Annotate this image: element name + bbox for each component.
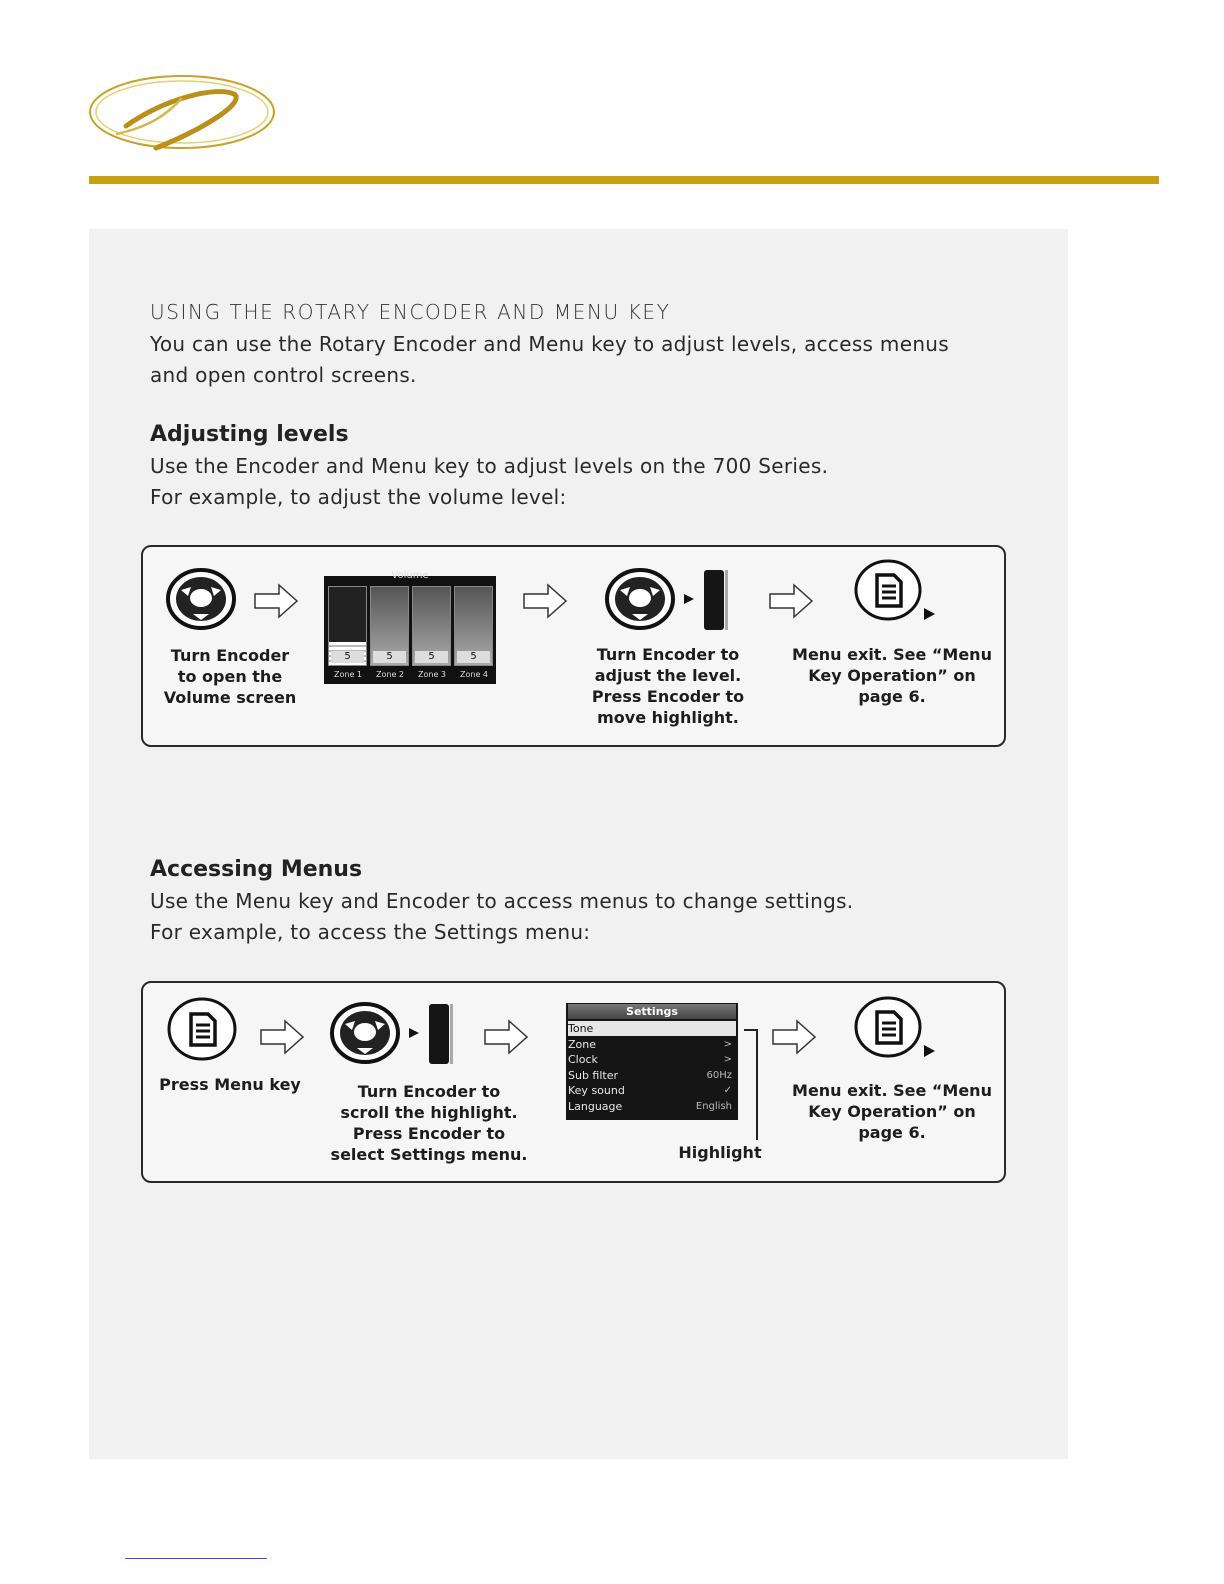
caption-turn-encoder-adjust: Turn Encoder to adjust the level. Press Encoder to move highlight.	[591, 645, 745, 727]
volume-zone-value: 5	[331, 651, 364, 663]
rotary-encoder-press-icon	[604, 566, 734, 632]
caption-turn-encoder-scroll: Turn Encoder to scroll the highlight. Press Encoder to select Settings menu.	[330, 1082, 528, 1164]
settings-menu-item[interactable]	[568, 1099, 736, 1114]
volume-zone-label: Zone 4	[460, 670, 488, 679]
settings-menu-item[interactable]	[568, 1068, 736, 1083]
caption-turn-encoder-open: Turn Encoder to open the Volume screen	[163, 646, 297, 707]
adjusting-heading: Adjusting levels	[150, 422, 349, 447]
settings-menu-item-label: Language	[568, 1099, 623, 1113]
settings-menu-item-label: Key sound	[568, 1084, 625, 1097]
accessing-line-1: Use the Menu key and Encoder to access menus to change settings.	[150, 889, 854, 913]
settings-screen	[566, 1003, 738, 1120]
settings-menu-item[interactable]	[568, 1052, 736, 1067]
volume-zone-label: Zone 3	[418, 670, 446, 679]
settings-menu-item-value: ✓	[723, 1085, 732, 1096]
caption-press-menu-key: Press Menu key	[159, 1075, 301, 1094]
rotary-encoder-icon	[165, 568, 237, 630]
footer-link-rule	[125, 1558, 267, 1559]
accessing-heading: Accessing Menus	[150, 857, 363, 882]
settings-menu-item-label: Zone	[568, 1037, 597, 1051]
arrow-right-icon	[522, 583, 568, 619]
volume-zone-column	[412, 586, 451, 666]
arrow-right-icon	[483, 1019, 529, 1055]
volume-screen	[324, 570, 496, 684]
intro-line-1: You can use the Rotary Encoder and Menu key to adjust levels, access menus	[150, 332, 949, 356]
arrow-right-icon	[771, 1019, 817, 1055]
volume-zone-label: Zone 2	[376, 670, 404, 679]
adjusting-line-2: For example, to adjust the volume level:	[150, 485, 567, 509]
settings-menu-item[interactable]	[568, 1021, 736, 1036]
swoosh-logo-icon	[86, 68, 278, 158]
volume-zone-value: 5	[457, 651, 490, 663]
settings-menu-item[interactable]	[568, 1037, 736, 1052]
settings-menu-item[interactable]	[568, 1083, 736, 1098]
content-panel	[89, 229, 1068, 1459]
menu-key-icon	[165, 996, 239, 1062]
settings-menu-item-value: English	[695, 1100, 732, 1112]
arrow-right-icon	[253, 583, 299, 619]
highlight-label: Highlight	[678, 1143, 762, 1162]
volume-zone-label: Zone 1	[334, 670, 362, 679]
volume-zone-value: 5	[373, 651, 406, 663]
rotary-encoder-press-icon	[329, 1000, 459, 1066]
arrow-right-icon	[768, 583, 814, 619]
volume-screen-title: Volume	[391, 570, 429, 581]
caption-menu-exit: Menu exit. See “Menu Key Operation” on page 6.	[792, 645, 992, 706]
header-rule	[89, 176, 1159, 184]
adjusting-line-1: Use the Encoder and Menu key to adjust levels on the 700 Series.	[150, 454, 829, 478]
settings-menu-item-value: 60Hz	[706, 1069, 732, 1081]
caption-menu-exit: Menu exit. See “Menu Key Operation” on page 6.	[792, 1081, 992, 1142]
menu-key-icon	[852, 995, 938, 1061]
settings-menu-item-value: >	[723, 1054, 732, 1065]
accessing-line-2: For example, to access the Settings menu:	[150, 920, 591, 944]
volume-zone-column	[328, 586, 367, 666]
volume-zone-column	[370, 586, 409, 666]
menu-key-icon	[852, 558, 938, 624]
highlight-bracket	[742, 1026, 762, 1142]
intro-line-2: and open control screens.	[150, 363, 417, 387]
settings-menu-item-value: >	[723, 1038, 732, 1050]
arrow-right-icon	[259, 1019, 305, 1055]
settings-menu-item-label: Clock	[568, 1053, 598, 1066]
volume-zone-value: 5	[415, 651, 448, 663]
section-title: USING THE ROTARY ENCODER AND MENU KEY	[150, 300, 671, 324]
settings-menu-item-label: Sub filter	[568, 1068, 619, 1082]
volume-zone-column	[454, 586, 493, 666]
settings-screen-title: Settings	[568, 1004, 736, 1019]
settings-menu-item-label: Tone	[568, 1022, 594, 1035]
